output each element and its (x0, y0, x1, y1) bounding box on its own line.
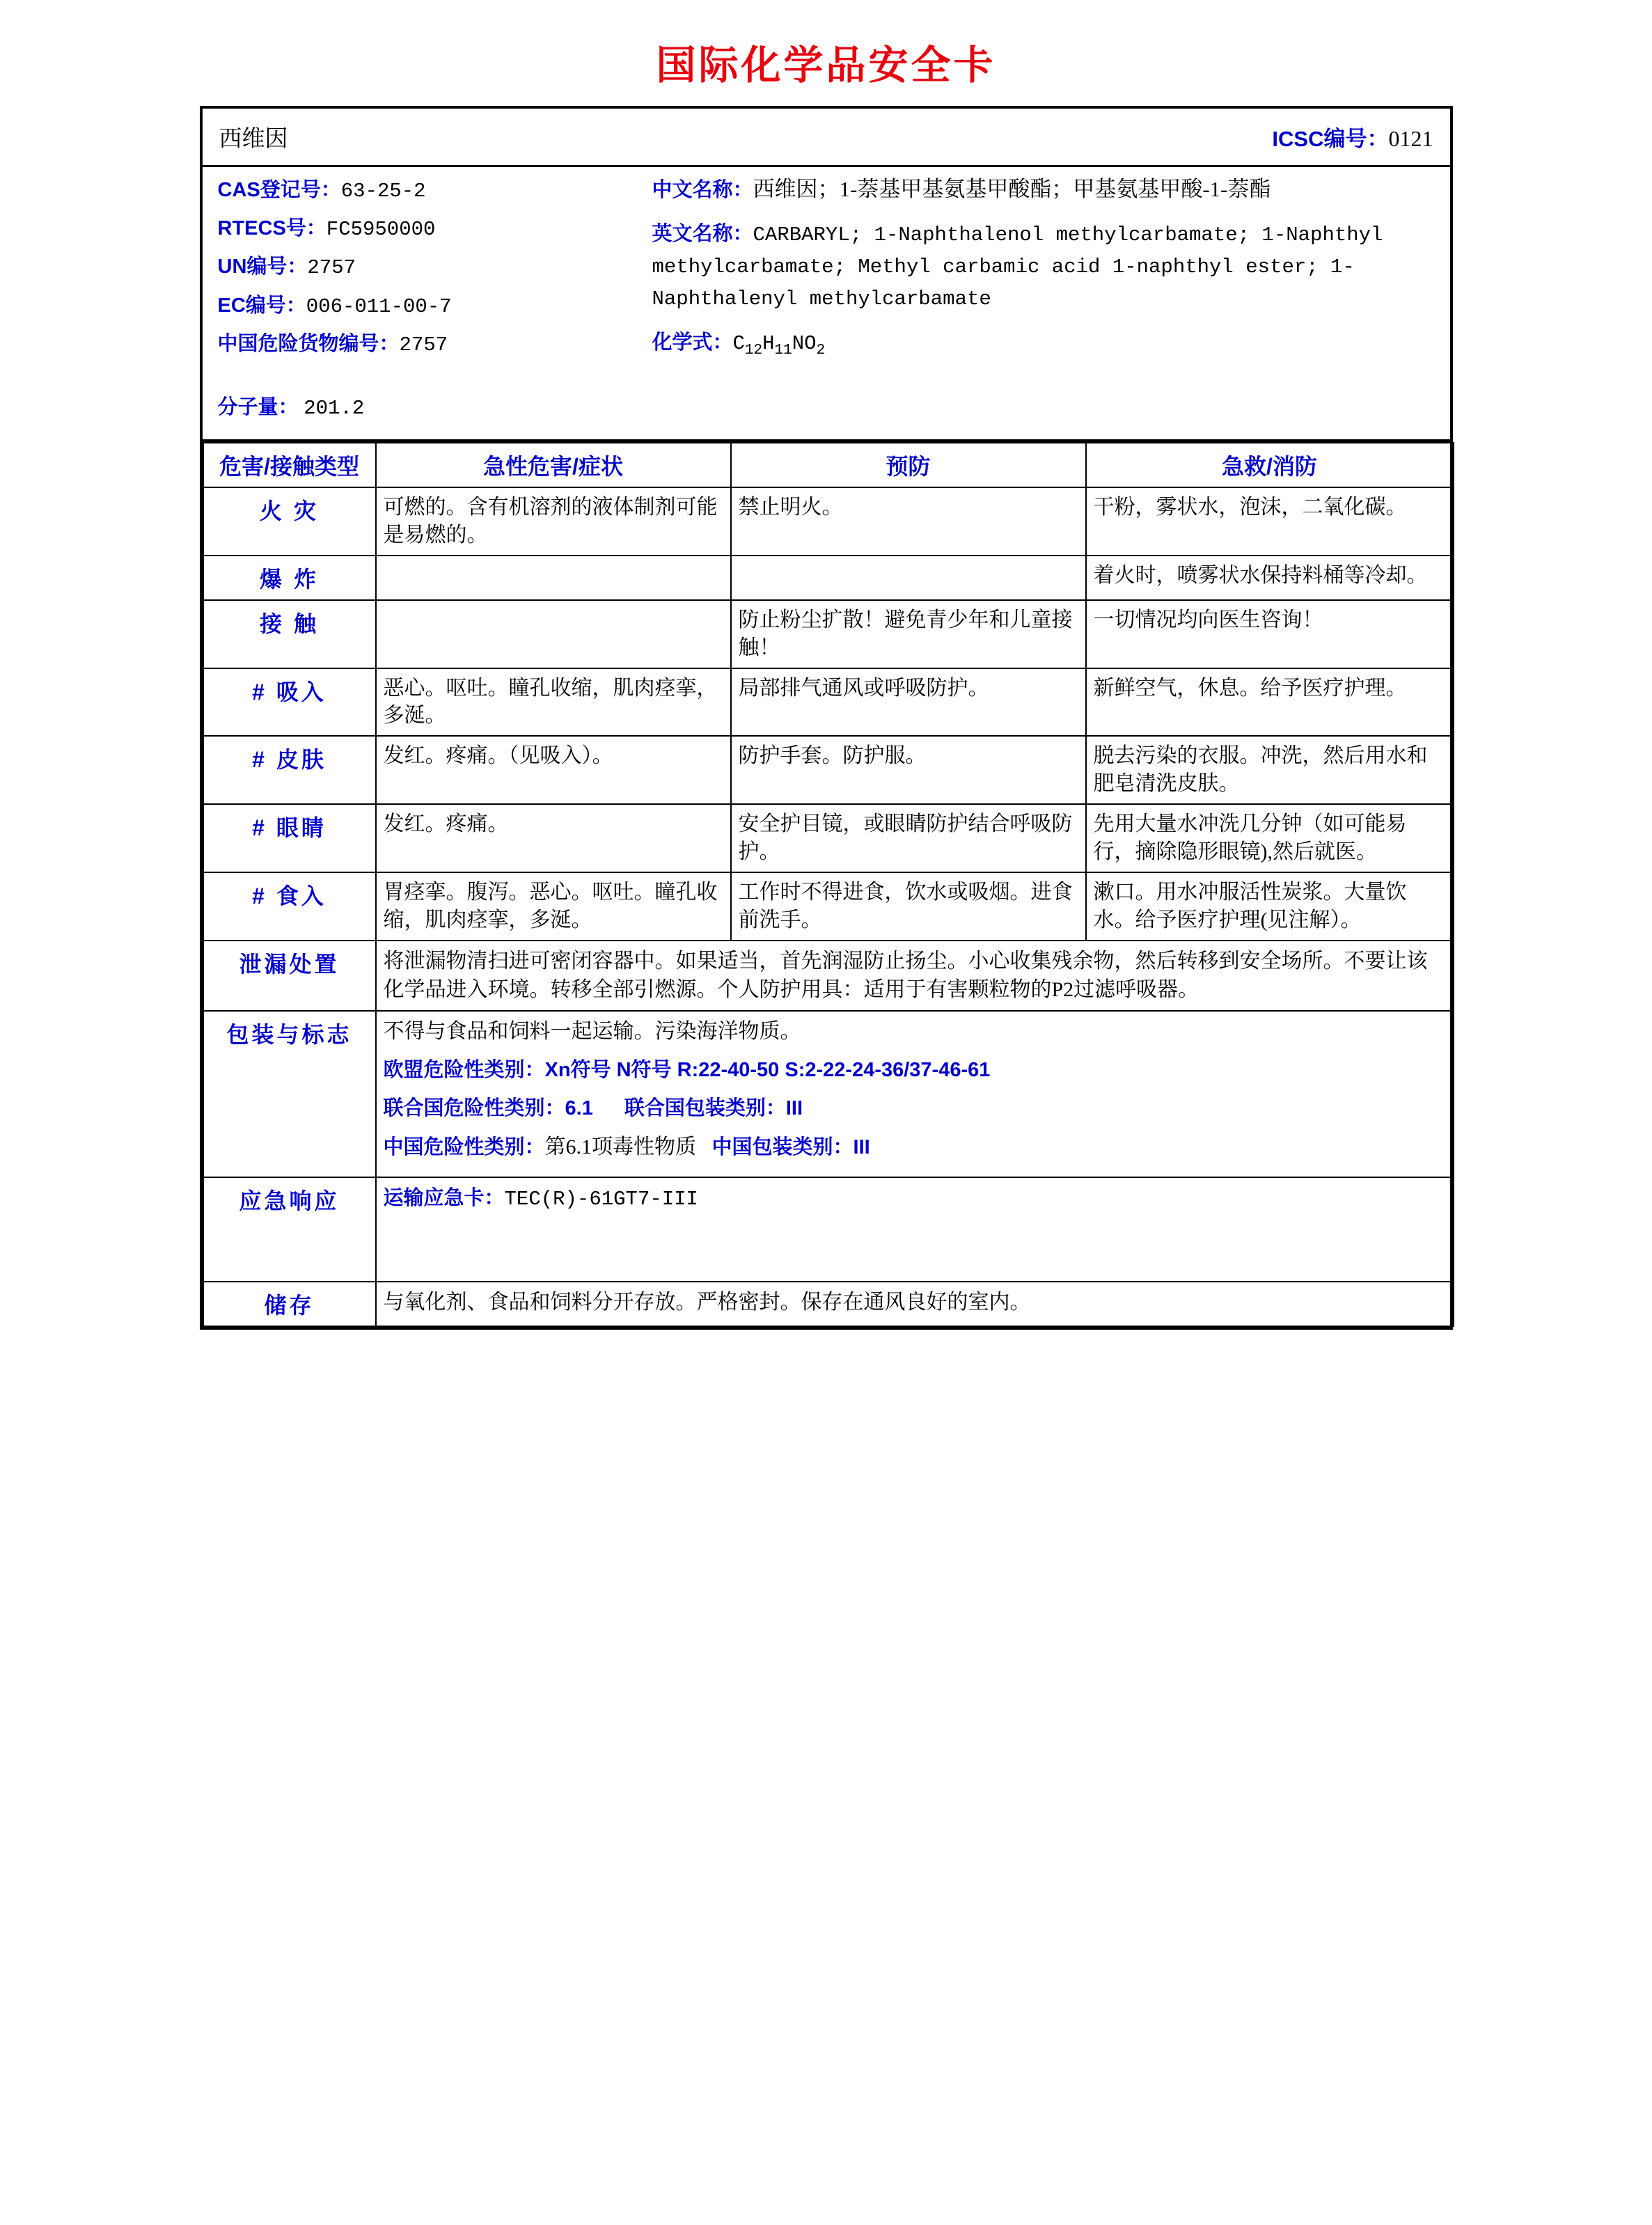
china-dangerous-goods-value: 2757 (399, 333, 448, 356)
eyes-firstaid: 先用大量水冲洗几分钟（如可能易行，摘除隐形眼镜),然后就医。 (1086, 804, 1454, 872)
molecular-weight-label: 分子量： (217, 395, 299, 418)
eyes-prevention: 安全护目镜，或眼睛防护结合呼吸防护。 (731, 804, 1086, 872)
ingestion-firstaid: 漱口。用水冲服活性炭浆。大量饮水。给予医疗护理(见注解）。 (1086, 872, 1454, 941)
skin-symptoms: 发红。疼痛。（见吸入）。 (376, 736, 731, 804)
identity-right-column (648, 174, 1450, 430)
un-label: UN编号： (217, 255, 308, 278)
cn-hazard-class-value: 第6.1项毒性物质 (544, 1135, 697, 1158)
un-row (218, 251, 648, 282)
eyes-symptoms: 发红。疼痛。 (376, 804, 731, 872)
cas-row (218, 174, 648, 205)
header-hazard-type (203, 443, 376, 487)
packaging-content (376, 1011, 1454, 1178)
fire-firstaid: 干粉，雾状水，泡沫，二氧化碳。 (1086, 487, 1454, 556)
english-name-value: CARBARYL; 1-Naphthalenol methylcarbamate; 1-Naphthyl methylcarbamate; Methyl carbamic acid 1-naphthyl ester; 1-Naphthalenyl methylcarbamate (652, 223, 1383, 311)
formula-value: $C_{12}H_{11}NO_2$ (732, 332, 826, 359)
english-name-row (652, 218, 1433, 314)
molecular-weight-value: 201.2 (304, 396, 365, 420)
china-dangerous-goods-row (218, 328, 648, 359)
page-title: 国际化学品安全卡 (656, 43, 996, 88)
emergency-row (203, 1177, 1454, 1282)
ingestion-symptoms: 胃痉挛。腹泻。恶心。呕吐。瞳孔收缩，肌肉痉挛，多涎。 (376, 872, 731, 941)
packaging-cn (384, 1133, 1446, 1161)
transport-emergency-card-label: 运输应急卡： (383, 1187, 505, 1210)
table-row (203, 736, 1454, 804)
storage-row (203, 1282, 1454, 1326)
chinese-name-label: 中文名称： (652, 179, 753, 201)
exposure-firstaid: 一切情况均向医生咨询！ (1086, 600, 1454, 668)
table-row (203, 668, 1454, 737)
table-row (203, 556, 1454, 600)
row-label-skin: # 皮肤 (203, 736, 376, 804)
packaging-row (203, 1011, 1454, 1178)
header-prevention: 预防 (731, 443, 1086, 487)
row-label-eyes: # 眼睛 (203, 804, 376, 872)
english-name-label: 英文名称： (652, 222, 753, 245)
formula-label: 化学式： (652, 331, 733, 354)
rtecs-label: RTECS号： (217, 217, 327, 240)
packaging-eu (384, 1055, 1446, 1084)
substance-name: 西维因 (219, 127, 288, 152)
identity-left-column (203, 174, 648, 430)
identity-block (203, 167, 1450, 442)
row-label-spill: 泄漏处置 (203, 941, 376, 1011)
header-firstaid: 急救/消防 (1086, 443, 1454, 487)
storage-text: 与氧化剂、食品和饲料分开存放。严格密封。保存在通风良好的室内。 (376, 1282, 1454, 1326)
ingestion-prevention: 工作时不得进食，饮水或吸烟。进食前洗手。 (731, 872, 1086, 941)
row-label-storage: 储存 (203, 1282, 376, 1326)
row-label-ingestion: # 食入 (203, 872, 376, 941)
eu-hazard-label: 欧盟危险性类别： (383, 1058, 545, 1081)
packaging-un (384, 1094, 1446, 1122)
un-hazard-class-label: 联合国危险性类别： (383, 1097, 565, 1120)
cas-label: CAS登记号： (217, 179, 341, 201)
card-header (203, 109, 1450, 167)
spill-row (203, 941, 1454, 1011)
explosion-firstaid: 着火时，喷雾状水保持料桶等冷却。 (1086, 556, 1454, 600)
ec-row (218, 290, 648, 321)
hazard-table (203, 442, 1454, 1327)
exposure-symptoms (376, 600, 731, 668)
icsc-number: 0121 (1388, 126, 1433, 151)
explosion-prevention (731, 556, 1086, 600)
fire-prevention: 禁止明火。 (731, 487, 1086, 556)
rtecs-row (218, 212, 648, 244)
header-symptoms: 急性危害/症状 (376, 443, 731, 487)
chinese-name-value: 西维因；1-萘基甲基氨基甲酸酯；甲基氨基甲酸-1-萘酯 (753, 177, 1271, 201)
cn-packing-group-value: III (853, 1135, 870, 1158)
formula-row (652, 327, 1433, 359)
row-label-explosion: 爆 炸 (203, 556, 376, 600)
inhalation-prevention: 局部排气通风或呼吸防护。 (731, 668, 1086, 737)
chinese-name-row (652, 174, 1433, 205)
row-label-fire: 火 灾 (203, 487, 376, 556)
cn-hazard-class-label: 中国危险性类别： (383, 1135, 545, 1158)
row-label-exposure: 接 触 (203, 600, 376, 668)
rtecs-value: FC5950000 (326, 218, 436, 242)
explosion-symptoms (376, 556, 731, 600)
skin-firstaid: 脱去污染的衣服。冲洗，然后用水和肥皂清洗皮肤。 (1086, 736, 1454, 804)
inhalation-symptoms: 恶心。呕吐。瞳孔收缩，肌肉痉挛，多涎。 (376, 668, 731, 737)
un-hazard-class-value: 6.1 (565, 1097, 593, 1120)
table-row (203, 804, 1454, 872)
icsc-label: ICSC编号： (1272, 127, 1389, 151)
cas-value: 63-25-2 (340, 180, 426, 203)
icsc-number-block (1272, 121, 1433, 152)
un-packing-group-label: 联合国包装类别： (624, 1097, 786, 1120)
packaging-line1: 不得与食品和饲料一起运输。污染海洋物质。 (383, 1019, 801, 1043)
molecular-weight-row (218, 391, 648, 423)
un-value: 2757 (307, 256, 356, 280)
exposure-prevention: 防止粉尘扩散！避免青少年和儿童接触！ (731, 600, 1086, 668)
table-header-row (203, 443, 1454, 487)
row-label-packaging: 包装与标志 (203, 1011, 376, 1178)
header-hazard-type-label: 危害/接触类型 (219, 454, 359, 480)
table-row (203, 487, 1454, 556)
row-label-inhalation: # 吸入 (203, 668, 376, 737)
eu-hazard-value: Xn符号 N符号 R:22-40-50 S:2-22-24-36/37-46-61 (544, 1058, 991, 1081)
china-dangerous-goods-label: 中国危险货物编号： (217, 332, 400, 355)
cn-packing-group-label: 中国包装类别： (711, 1135, 853, 1158)
transport-emergency-card-value: TEC(R)-61GT7-III (504, 1188, 698, 1211)
fire-symptoms: 可燃的。含有机溶剂的液体制剂可能是易燃的。 (376, 487, 731, 556)
ec-value: 006-011-00-7 (306, 294, 452, 318)
ec-label: EC编号： (217, 294, 306, 317)
spill-text: 将泄漏物清扫进可密闭容器中。如果适当，首先润湿防止扬尘。小心收集残余物，然后转移到安全场所。不要让该化学品进入环境。转移全部引燃源。个人防护用具：适用于有害颗粒物的P2过滤呼吸器。 (376, 941, 1454, 1011)
skin-prevention: 防护手套。防护服。 (731, 736, 1086, 804)
un-packing-group-value: III (785, 1097, 803, 1120)
table-row (203, 600, 1454, 668)
inhalation-firstaid: 新鲜空气，休息。给予医疗护理。 (1086, 668, 1454, 737)
emergency-content (376, 1177, 1454, 1282)
table-row (203, 872, 1454, 941)
row-label-emergency: 应急响应 (203, 1177, 376, 1282)
safety-card (200, 106, 1453, 1330)
